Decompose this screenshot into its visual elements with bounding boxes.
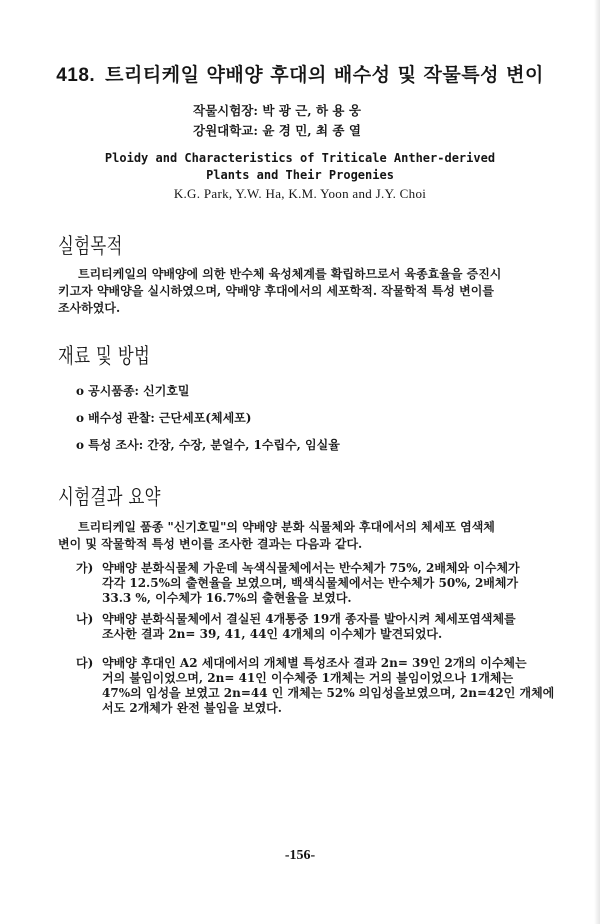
result-item-ga <box>76 561 560 606</box>
authors-kr-line-2: 강원대학교: 윤 경 민, 최 종 열 <box>193 123 361 138</box>
heading-results: 시험결과 요약 <box>58 485 161 509</box>
english-title <box>0 150 600 184</box>
methods-list <box>76 383 340 464</box>
item-line: 서도 2개체가 완전 불임을 보였다. <box>102 701 282 715</box>
item-line: 47%의 임성을 보였고 2n=44 인 개체는 52% 의임성을보였으며, 2n=42인 개체에 <box>102 686 555 700</box>
paragraph-line: 트리티케일의 약배양에 의한 반수체 육성체계를 확립하므로서 육종효율을 증진시 <box>78 267 502 281</box>
paragraph-line: 변이 및 작물학적 특성 변이를 조사한 결과는 다음과 같다. <box>58 537 363 551</box>
page-number: -156- <box>284 848 316 863</box>
paper-title <box>0 60 600 87</box>
item-label: 나) <box>76 612 94 626</box>
objective-paragraph <box>58 266 558 317</box>
english-title-line-2: Plants and Their Progenies <box>206 168 394 182</box>
english-title-line-1: Ploidy and Characteristics of Triticale Anther-derived <box>104 151 496 165</box>
item-line: 약배양 후대인 A2 세대에서의 개체별 특성조사 결과 2n= 39인 2개의 이수체는 <box>102 656 527 670</box>
authors-kr-line-1: 작물시험장: 박 광 근, 하 용 웅 <box>193 103 361 118</box>
item-line: 33.3 %, 이수체가 16.7%의 출현율을 보였다. <box>102 591 352 605</box>
list-item: o 배수성 관찰: 근단세포(체세포) <box>76 411 252 425</box>
scan-edge <box>594 0 600 924</box>
paragraph-line: 키고자 약배양을 실시하였으며, 약배양 후대에서의 세포학적. 작물학적 특성 변이를 <box>58 284 494 298</box>
paper-number: 418. <box>56 65 96 86</box>
item-line: 약배양 분화식물체 가운데 녹색식물체에서는 반수체가 75%, 2배체와 이수체가 <box>102 561 520 575</box>
result-item-na <box>76 612 560 642</box>
result-item-da <box>76 656 560 716</box>
authors-english: K.G. Park, Y.W. Ha, K.M. Yoon and J.Y. Choi <box>173 186 427 201</box>
item-label: 다) <box>76 656 94 670</box>
results-intro <box>58 519 558 553</box>
authors-korean <box>0 101 600 141</box>
paragraph-line: 조사하였다. <box>58 301 121 315</box>
item-line: 조사한 결과 2n= 39, 41, 44인 4개체의 이수체가 발견되었다. <box>102 627 443 641</box>
paragraph-line: 트리티케일 품종 "신기호밀"의 약배양 분화 식물체와 후대에서의 체세포 염색체 <box>78 520 495 534</box>
list-item: o 공시품종: 신기호밀 <box>76 384 190 398</box>
heading-methods: 재료 및 방법 <box>58 344 151 368</box>
heading-objective: 실험목적 <box>58 234 123 258</box>
item-label: 가) <box>76 561 94 575</box>
item-line: 각각 12.5%의 출현율을 보였으며, 백색식물체에서는 반수체가 50%, 2배체가 <box>102 576 519 590</box>
list-item: o 특성 조사: 간장, 수장, 분얼수, 1수립수, 임실율 <box>76 438 340 452</box>
paper-title-text: 트리티케일 약배양 후대의 배수성 및 작물특성 변이 <box>105 64 544 86</box>
item-line: 약배양 분화식물체에서 결실된 4개통중 19개 종자를 발아시켜 체세포염색체를 <box>102 612 516 626</box>
item-line: 거의 불임이었으며, 2n= 41인 이수체중 1개체는 거의 불임이었으나 1개체는 <box>102 671 514 685</box>
